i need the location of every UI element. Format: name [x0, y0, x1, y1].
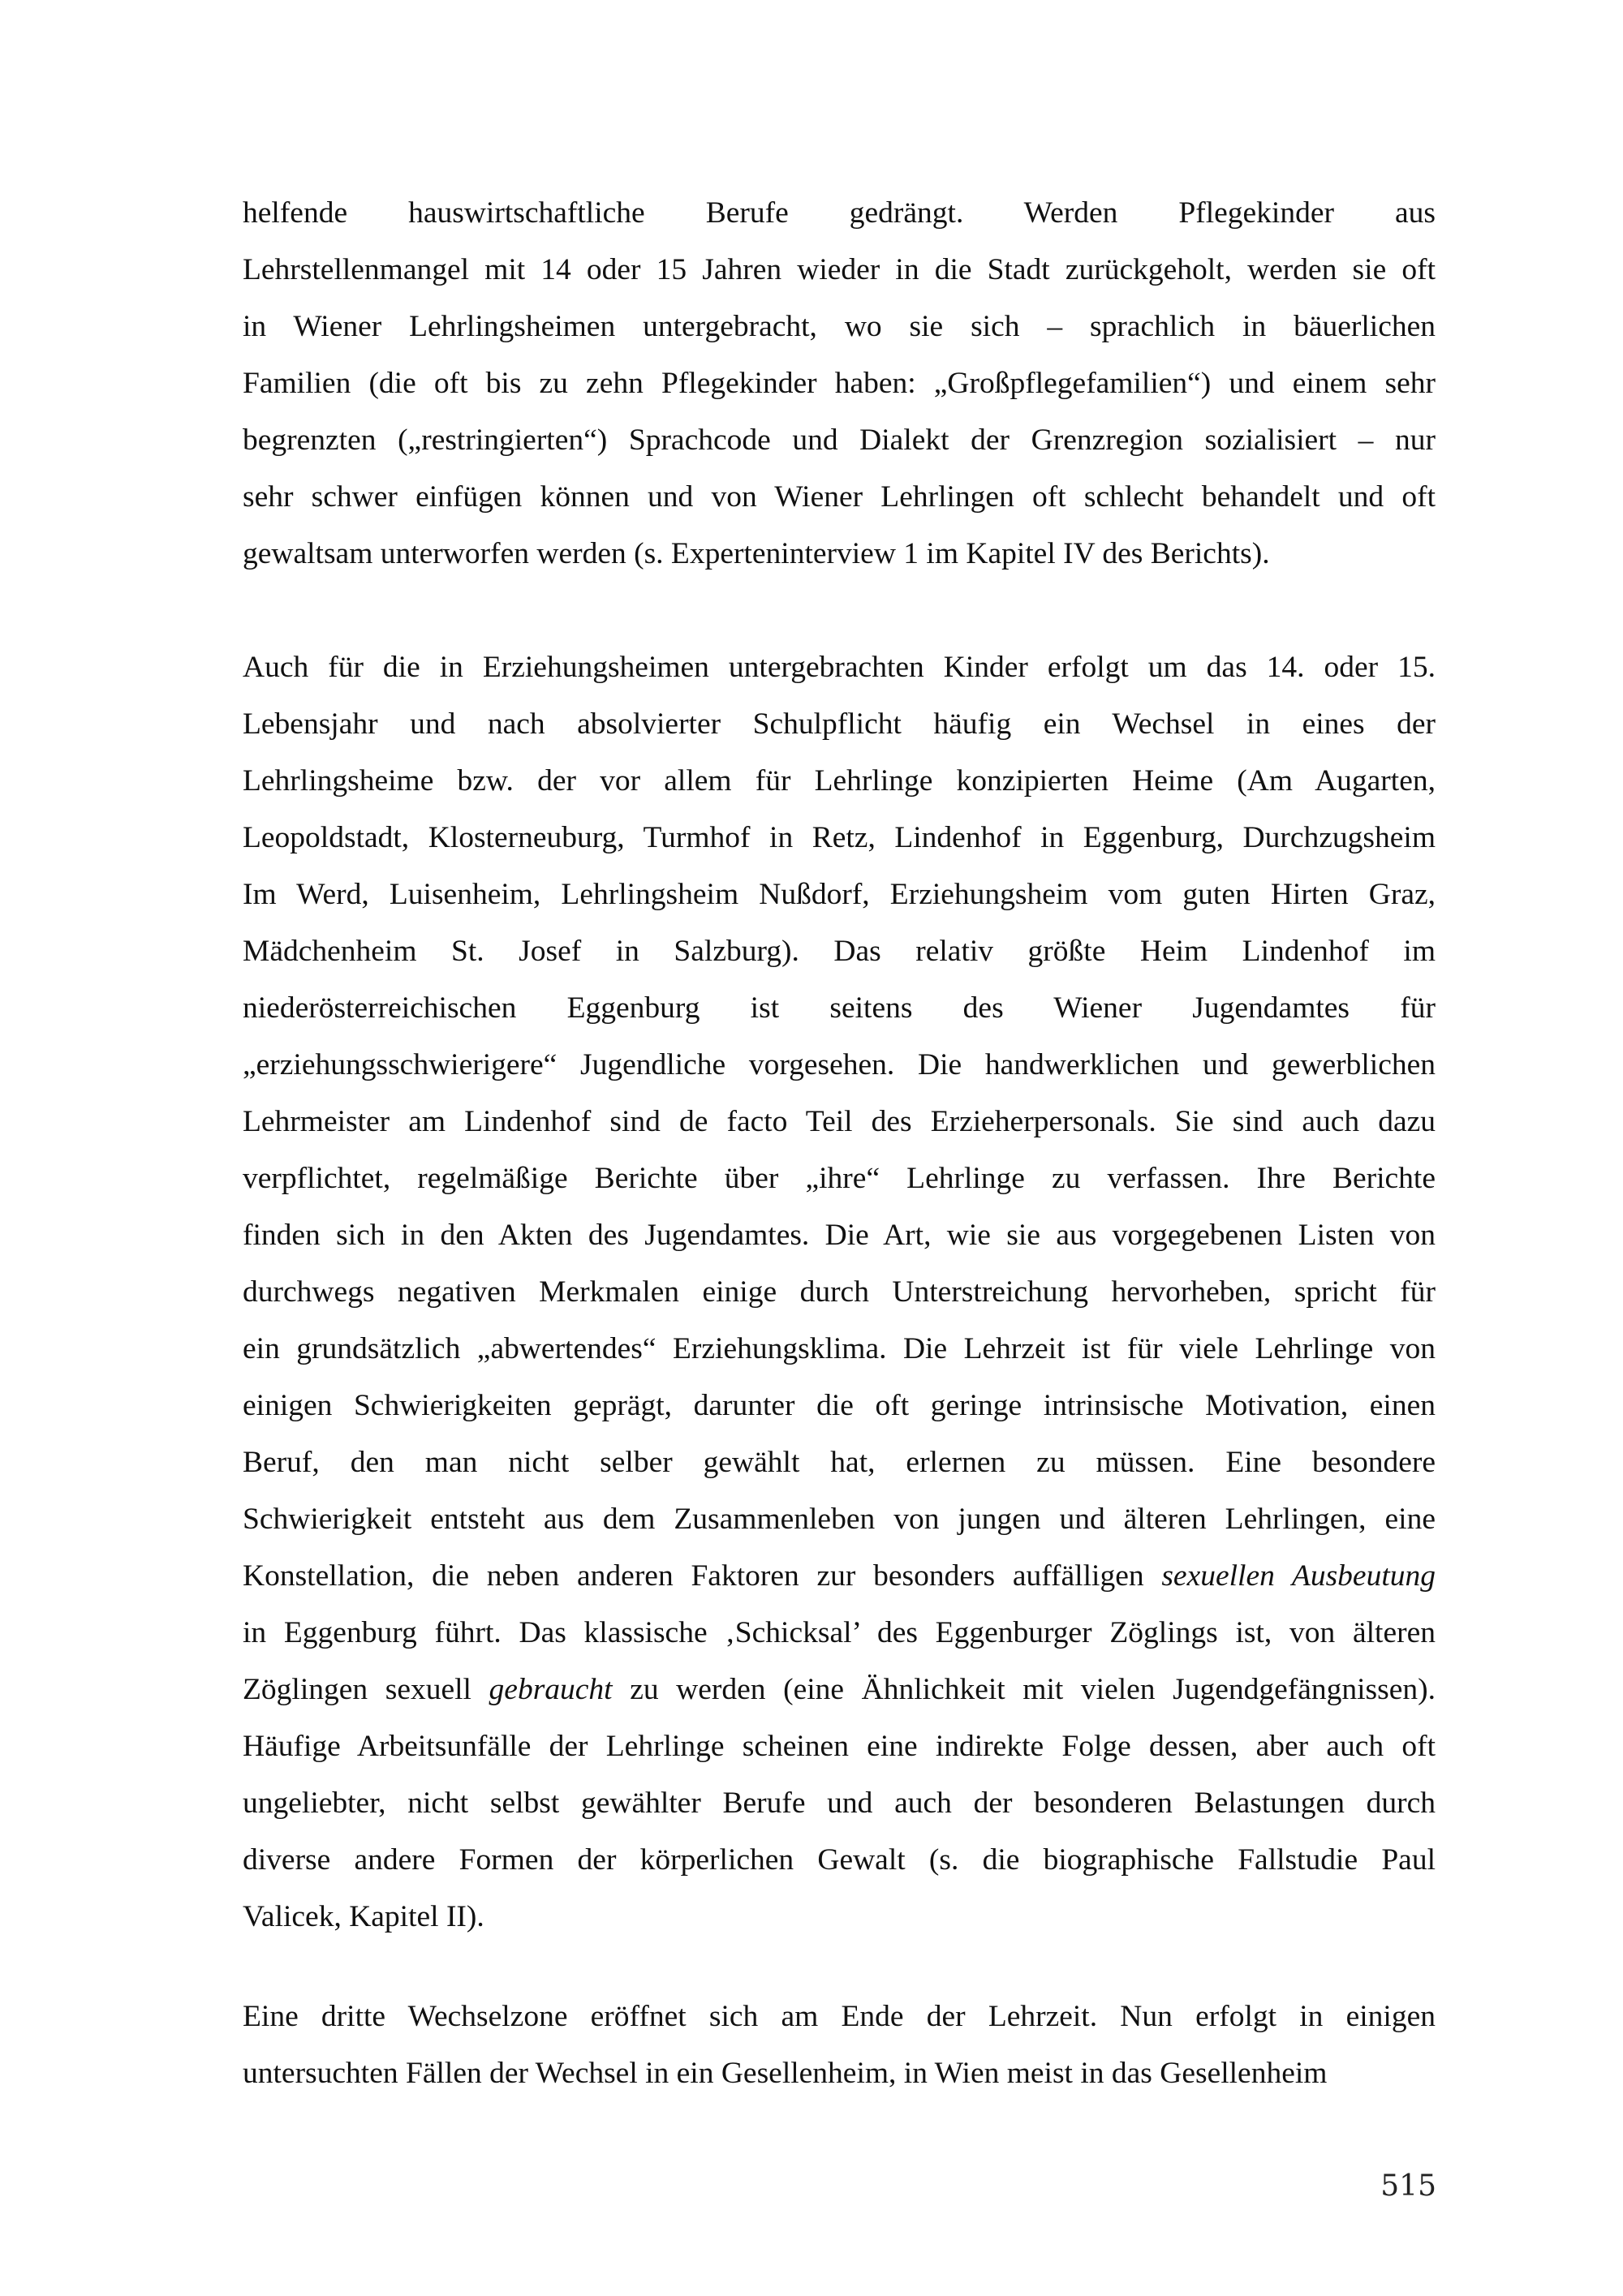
text-segment: Lehrstellenmangel mit 14 oder 15 Jahren wieder in die Stadt zurückgeholt, werden sie oft: [243, 253, 1436, 286]
text-segment: in Wiener Lehrlingsheimen untergebracht, wo sie sich – sprachlich in bäuerlichen: [243, 310, 1436, 343]
text-segment: Valicek, Kapitel II).: [243, 1900, 484, 1933]
text-line: [243, 185, 1436, 242]
text-line: [243, 1832, 1436, 1889]
text-line: [243, 753, 1436, 810]
text-segment: Mädchenheim St. Josef in Salzburg). Das relativ größte Heim Lindenhof im: [243, 935, 1436, 968]
text-segment: Beruf, den man nicht selber gewählt hat, erlernen zu müssen. Eine besondere: [243, 1446, 1436, 1479]
text-segment: ungeliebter, nicht selbst gewählter Berufe und auch der besonderen Belastungen durch: [243, 1786, 1436, 1820]
text-segment: verpflichtet, regelmäßige Berichte über „ihre“ Lehrlinge zu verfassen. Ihre Berichte: [243, 1162, 1436, 1195]
text-segment: sehr schwer einfügen können und von Wiener Lehrlingen oft schlecht behandelt und oft: [243, 480, 1436, 514]
text-line: [243, 2045, 1436, 2102]
text-line: [243, 469, 1436, 526]
text-line: [243, 1264, 1436, 1321]
text-segment: Lebensjahr und nach absolvierter Schulpflicht häufig ein Wechsel in eines der: [243, 707, 1436, 741]
text-line: [243, 1989, 1436, 2045]
text-line: [243, 526, 1436, 583]
text-segment: gewaltsam unterworfen werden (s. Experteninterview 1 im Kapitel IV des Berichts).: [243, 537, 1270, 570]
text-segment: begrenzten („restringierten“) Sprachcode und Dialekt der Grenzregion sozialisiert – nur: [243, 424, 1436, 457]
text-line: [243, 1037, 1436, 1094]
text-line: [243, 1718, 1436, 1775]
text-segment: diverse andere Formen der körperlichen Gewalt (s. die biographische Fallstudie Paul: [243, 1843, 1436, 1877]
text-segment: Lehrlingsheime bzw. der vor allem für Lehrlinge konzipierten Heime (Am Augarten,: [243, 764, 1436, 798]
paragraph-3: [243, 1989, 1436, 2102]
text-line: [243, 1889, 1436, 1946]
text-segment: Konstellation, die neben anderen Faktoren zur besonders auffälligen: [243, 1559, 1162, 1593]
text-line: [243, 1662, 1436, 1718]
text-segment: helfende hauswirtschaftliche Berufe gedrängt. Werden Pflegekinder aus: [243, 196, 1436, 230]
text-segment: ein grundsätzlich „abwertendes“ Erziehungsklima. Die Lehrzeit ist für viele Lehrlinge von: [243, 1332, 1436, 1365]
text-segment: Auch für die in Erziehungsheimen untergebrachten Kinder erfolgt um das 14. oder 15.: [243, 651, 1436, 684]
text-line: [243, 923, 1436, 980]
text-line: [243, 1548, 1436, 1605]
text-segment: finden sich in den Akten des Jugendamtes. Die Art, wie sie aus vorgegebenen Listen von: [243, 1219, 1436, 1252]
text-line: [243, 980, 1436, 1037]
text-line: [243, 1094, 1436, 1150]
text-segment: Familien (die oft bis zu zehn Pflegekinder haben: „Großpflegefamilien“) und einem sehr: [243, 367, 1436, 400]
text-line: [243, 1150, 1436, 1207]
text-segment: niederösterreichischen Eggenburg ist seitens des Wiener Jugendamtes für: [243, 991, 1436, 1025]
text-segment: untersuchten Fällen der Wechsel in ein Gesellenheim, in Wien meist in das Gesellenheim: [243, 2057, 1328, 2090]
text-line: [243, 1207, 1436, 1264]
text-line: [243, 1378, 1436, 1434]
text-line: [243, 696, 1436, 753]
paragraph-1: [243, 185, 1436, 583]
text-line: [243, 355, 1436, 412]
text-segment: Lehrmeister am Lindenhof sind de facto Teil des Erzieherpersonals. Sie sind auch dazu: [243, 1105, 1436, 1138]
text-segment: einigen Schwierigkeiten geprägt, darunter die oft geringe intrinsische Motivation, einen: [243, 1389, 1436, 1422]
text-segment: Eine dritte Wechselzone eröffnet sich am Ende der Lehrzeit. Nun erfolgt in einigen: [243, 2000, 1436, 2033]
text-line: [243, 1434, 1436, 1491]
text-line: [243, 1321, 1436, 1378]
emphasized-text: gebraucht: [489, 1673, 613, 1706]
text-line: [243, 810, 1436, 866]
text-line: [243, 866, 1436, 923]
emphasized-text: sexuellen Ausbeutung: [1161, 1559, 1436, 1593]
text-segment: Schwierigkeit entsteht aus dem Zusammenleben von jungen und älteren Lehrlingen, eine: [243, 1503, 1436, 1536]
page-number: 515: [1380, 2169, 1436, 2203]
text-segment: Leopoldstadt, Klosterneuburg, Turmhof in Retz, Lindenhof in Eggenburg, Durchzugsheim: [243, 821, 1436, 854]
text-line: [243, 1775, 1436, 1832]
text-segment: „erziehungsschwierigere“ Jugendliche vorgesehen. Die handwerklichen und gewerblichen: [243, 1048, 1436, 1081]
text-segment: Zöglingen sexuell: [243, 1673, 489, 1706]
text-segment: Häufige Arbeitsunfälle der Lehrlinge scheinen eine indirekte Folge dessen, aber auch oft: [243, 1730, 1436, 1763]
text-line: [243, 1605, 1436, 1662]
text-segment: zu werden (eine Ähnlichkeit mit vielen Jugendgefängnissen).: [612, 1673, 1436, 1706]
text-segment: durchwegs negativen Merkmalen einige durch Unterstreichung hervorheben, spricht für: [243, 1275, 1436, 1309]
text-segment: in Eggenburg führt. Das klassische ‚Schicksal’ des Eggenburger Zöglings ist, von älteren: [243, 1616, 1436, 1649]
text-line: [243, 299, 1436, 355]
text-segment: Im Werd, Luisenheim, Lehrlingsheim Nußdorf, Erziehungsheim vom guten Hirten Graz,: [243, 878, 1436, 911]
paragraph-2: [243, 639, 1436, 1946]
text-line: [243, 1491, 1436, 1548]
text-line: [243, 412, 1436, 469]
text-line: [243, 639, 1436, 696]
text-line: [243, 242, 1436, 299]
